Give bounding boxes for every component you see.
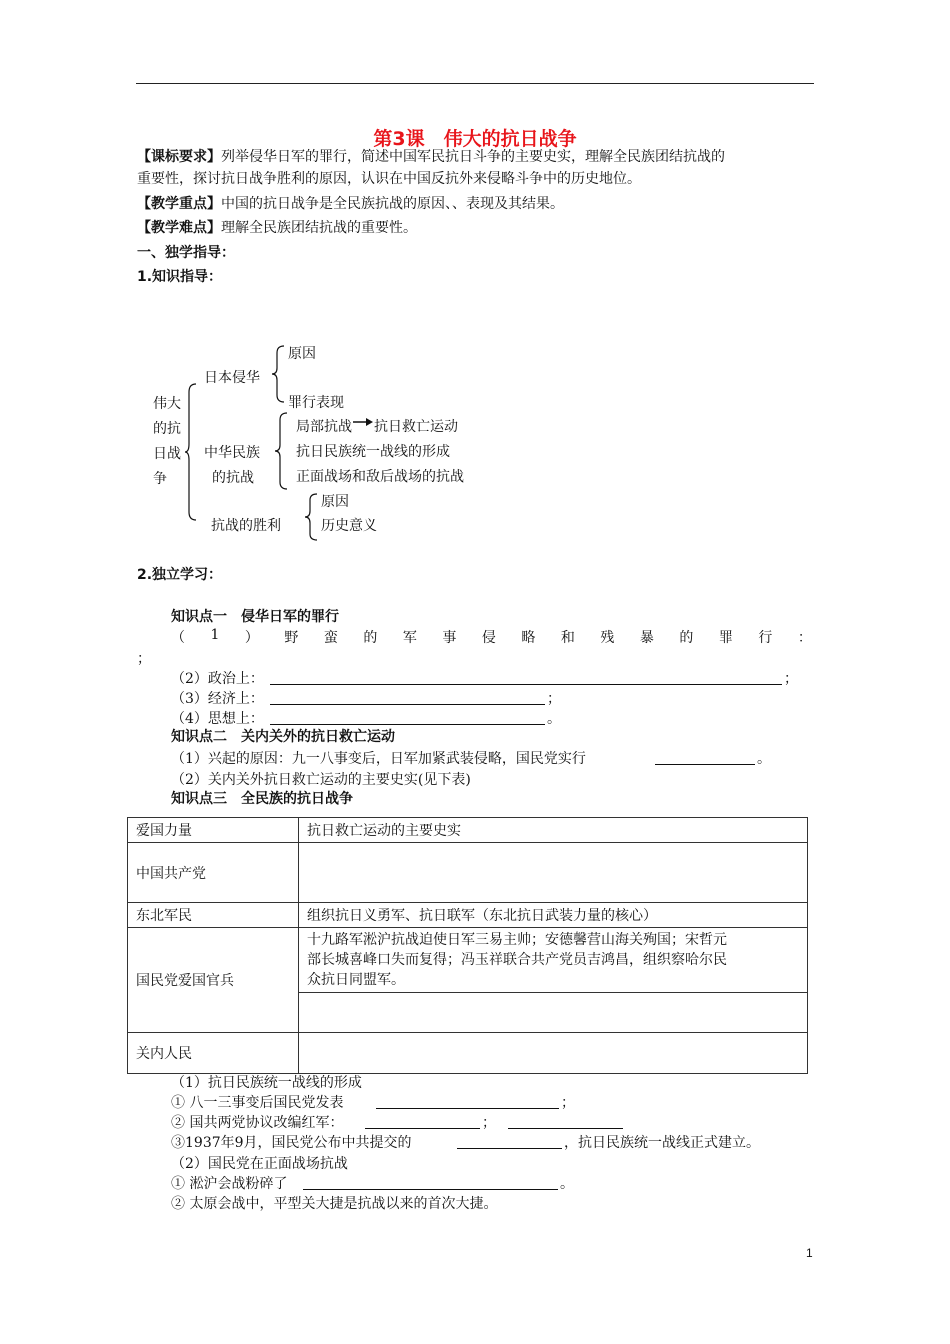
kp1-char: 略 — [521, 630, 536, 646]
arrow-right-icon — [352, 415, 374, 431]
outline-victory-significance: 历史意义 — [321, 518, 377, 534]
table-cell-kmt: 国民党爱国官兵 — [128, 928, 299, 1033]
difficulty-label: 【教学难点】 — [137, 220, 221, 236]
japan-brace-icon — [270, 344, 286, 404]
policy-blank[interactable] — [655, 764, 755, 765]
table-cell-cpc-facts[interactable] — [299, 843, 808, 903]
united-front-item-1: ① 八一三事变后国民党发表 — [171, 1095, 344, 1111]
front-battlefield-heading: （2）国民党在正面战场抗战 — [171, 1156, 348, 1172]
kp2-item-2: （2）关内关外抗日救亡运动的主要史实(见下表) — [171, 772, 471, 788]
table-header-facts: 抗日救亡运动的主要史实 — [299, 818, 808, 843]
focus-text: 中国的抗日战争是全民族抗战的原因、、表现及其结果。 — [221, 196, 564, 212]
outline-salvation-movement: 抗日救亡运动 — [374, 419, 458, 435]
kmt-facts-line: 十九路军淞沪抗战迫使日军三易主帅；安德馨营山海关殉国；宋哲元 — [307, 932, 727, 948]
outline-nation-item-3: 正面战场和敌后战场的抗战 — [296, 469, 464, 485]
front-battlefield-item-1-end: 。 — [560, 1176, 574, 1192]
teaching-focus — [137, 193, 564, 215]
ideology-blank[interactable] — [270, 724, 545, 725]
table-row — [128, 928, 808, 993]
header-rule — [136, 83, 814, 84]
outline-node-nation-line: 的抗战 — [212, 470, 254, 486]
outline-root-line: 的抗 — [153, 421, 181, 437]
kp1-char: 事 — [442, 630, 457, 646]
kp1-item-4-end: 。 — [547, 711, 561, 727]
outline-japan-cause: 原因 — [288, 346, 316, 362]
kp1-char: 暴 — [639, 630, 654, 646]
manifesto-blank[interactable] — [457, 1148, 562, 1149]
root-brace-icon — [184, 382, 198, 522]
kp2-title: 知识点二 关内关外的抗日救亡运动 — [171, 729, 395, 745]
table-cell-people-facts[interactable] — [299, 1033, 808, 1074]
section-2-heading: 2.独立学习： — [137, 567, 223, 583]
nation-brace-icon — [273, 411, 289, 491]
united-front-item-2-mid: ； — [482, 1115, 496, 1131]
section-1-1-heading: 1.知识指导： — [137, 269, 223, 285]
red-army-blank-1[interactable] — [365, 1128, 480, 1129]
kp2-item-1-end: 。 — [757, 751, 771, 767]
table-cell-kmt-facts — [299, 928, 808, 993]
united-front-item-3-end: ，抗日民族统一战线正式建立。 — [564, 1135, 760, 1151]
kp1-char: 的 — [679, 630, 694, 646]
united-front-item-3: ③1937年9月，国民党公布中共提交的 — [171, 1135, 412, 1151]
kp1-char: 残 — [600, 630, 615, 646]
table-row — [128, 903, 808, 928]
table-cell-northeast-facts: 组织抗日义勇军、抗日联军（东北抗日武装力量的核心） — [299, 903, 808, 928]
kp1-item-2-end: ； — [784, 671, 798, 687]
kp1-char: 野 — [284, 630, 299, 646]
kp1-char: 罪 — [718, 630, 733, 646]
outline-japan-crimes: 罪行表现 — [288, 395, 344, 411]
kp1-char: 侵 — [481, 630, 496, 646]
kmt-facts-line: 部长城喜峰口失而复得；冯玉祥联合共产党员吉鸿昌，组织察哈尔民 — [307, 952, 727, 968]
requirement-label: 【课标要求】 — [137, 149, 221, 165]
kp1-char: （ — [171, 630, 185, 646]
outline-node-nation — [204, 441, 260, 491]
outline-nation-item-1 — [296, 416, 458, 436]
kmt-facts-line: 众抗日同盟军。 — [307, 972, 405, 988]
songhu-blank[interactable] — [303, 1189, 558, 1190]
kp3-title: 知识点三 全民族的抗日战争 — [171, 791, 353, 807]
politics-blank[interactable] — [270, 684, 782, 685]
outline-local-resistance: 局部抗战 — [296, 419, 352, 435]
table-row — [128, 843, 808, 903]
kp1-char: ： — [797, 630, 812, 646]
kp1-char: 1 — [210, 627, 220, 643]
economy-blank[interactable] — [270, 704, 545, 705]
outline-root-line: 伟大 — [153, 396, 181, 412]
front-battlefield-item-1: ① 淞沪会战粉碎了 — [171, 1176, 288, 1192]
kp1-item-2-label: （2）政治上： — [171, 671, 264, 687]
kp1-char: ） — [244, 630, 259, 646]
kp1-title: 知识点一 侵华日军的罪行 — [171, 609, 339, 625]
kp1-char: 行 — [758, 630, 773, 646]
table-cell-kmt-extra[interactable] — [299, 993, 808, 1033]
kp1-item-1 — [171, 627, 812, 647]
table-cell-people: 关内人民 — [128, 1033, 299, 1074]
kp1-item-1-tail: ； — [137, 651, 151, 667]
outline-node-nation-line: 中华民族 — [204, 445, 260, 461]
table-cell-northeast: 东北军民 — [128, 903, 299, 928]
outline-victory-cause: 原因 — [321, 494, 349, 510]
section-1-heading: 一、独学指导： — [137, 245, 235, 261]
curriculum-requirement — [137, 146, 725, 168]
victory-brace-icon — [303, 492, 319, 542]
patriotic-forces-table — [127, 817, 808, 1074]
page-number: 1 — [806, 1246, 813, 1260]
kp1-item-3-end: ； — [547, 691, 561, 707]
united-front-item-1-end: ； — [561, 1095, 575, 1111]
table-row — [128, 1033, 808, 1074]
requirement-text-2: 重要性，探讨抗日战争胜利的原因，认识在中国反抗外来侵略斗争中的历史地位。 — [137, 171, 641, 187]
focus-label: 【教学重点】 — [137, 196, 221, 212]
outline-root-line: 争 — [153, 471, 167, 487]
united-front-item-2: ② 国共两党协议改编红军： — [171, 1115, 344, 1131]
outline-node-victory: 抗战的胜利 — [211, 518, 281, 534]
kp1-char: 军 — [402, 630, 417, 646]
kp1-item-3-label: （3）经济上： — [171, 691, 264, 707]
requirement-text-1: 列举侵华日军的罪行，简述中国军民抗日斗争的主要史实，理解全民族团结抗战的 — [221, 149, 725, 165]
outline-nation-item-2: 抗日民族统一战线的形成 — [296, 444, 450, 460]
kp1-char: 蛮 — [323, 630, 338, 646]
kp1-char: 和 — [560, 630, 575, 646]
front-battlefield-item-2: ② 太原会战中，平型关大捷是抗战以来的首次大捷。 — [171, 1196, 498, 1212]
table-header-force: 爱国力量 — [128, 818, 299, 843]
declaration-blank[interactable] — [376, 1108, 559, 1109]
table-row — [128, 818, 808, 843]
teaching-difficulty — [137, 217, 417, 239]
outline-node-japan: 日本侵华 — [204, 370, 260, 386]
outline-root — [153, 392, 181, 492]
page-title: 第3课 伟大的抗日战争 — [373, 128, 577, 150]
united-front-heading: （1）抗日民族统一战线的形成 — [171, 1075, 362, 1091]
kp1-char: 的 — [363, 630, 378, 646]
table-cell-cpc: 中国共产党 — [128, 843, 299, 903]
kp1-item-4-label: （4）思想上： — [171, 711, 264, 727]
difficulty-text: 理解全民族团结抗战的重要性。 — [221, 220, 417, 236]
outline-root-line: 日战 — [153, 446, 181, 462]
red-army-blank-2[interactable] — [508, 1128, 623, 1129]
kp2-item-1: （1）兴起的原因：九一八事变后，日军加紧武装侵略，国民党实行 — [171, 751, 586, 767]
